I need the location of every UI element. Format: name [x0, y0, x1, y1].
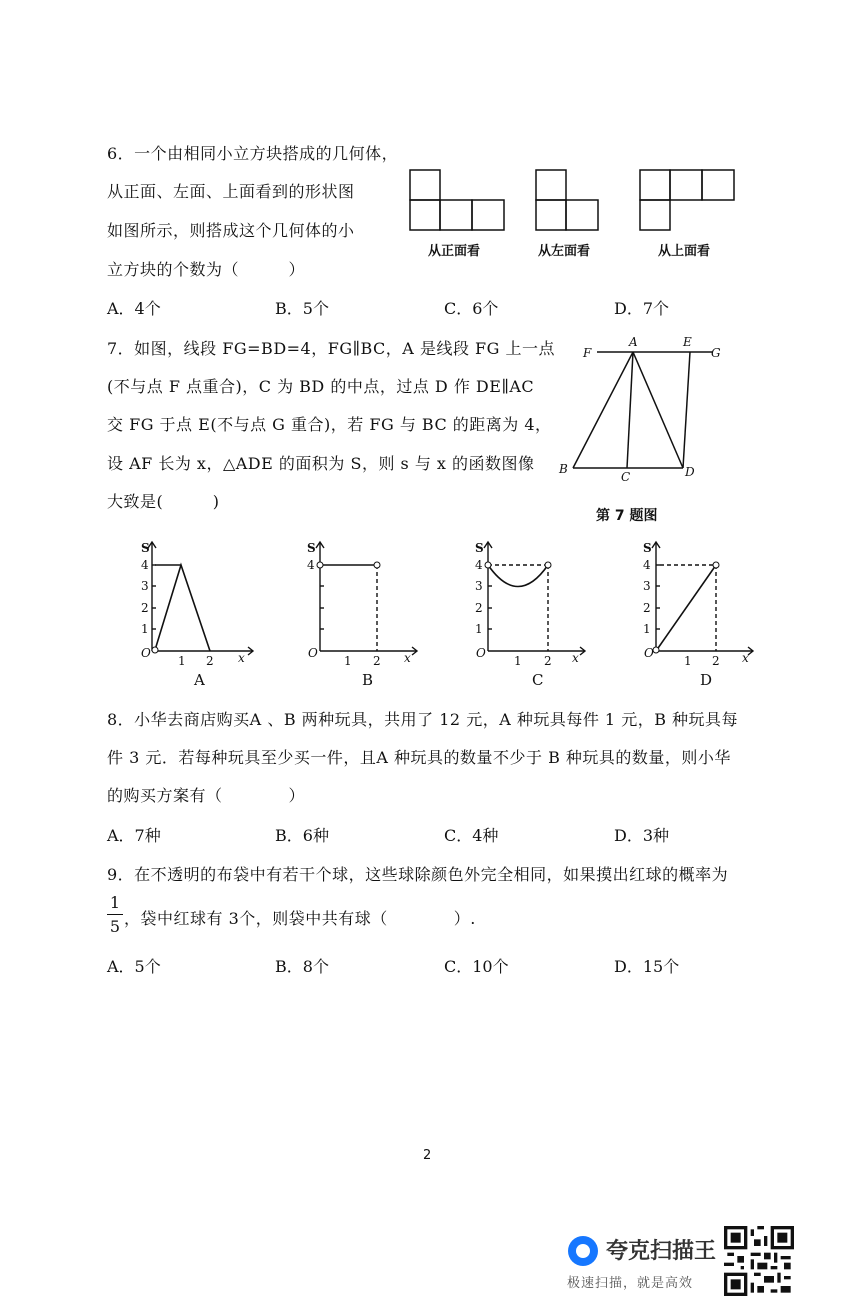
q6-option-b: B．5个: [275, 299, 329, 318]
q7-geometry-figure: [555, 330, 735, 490]
scanner-app-name: 夸克扫描王: [606, 1239, 717, 1264]
q8-option-b: B．6种: [275, 826, 329, 845]
q9-line-1: 9．在不透明的布袋中有若干个球，这些球除颜色外完全相同，如果摸出红球的概率为: [107, 865, 729, 884]
svg-text:2: 2: [206, 654, 214, 668]
svg-text:1: 1: [514, 654, 522, 668]
svg-text:4: 4: [141, 558, 149, 572]
graph-a-letter: A: [194, 671, 205, 689]
q8-option-a: A．7种: [107, 826, 161, 845]
graph-d: [640, 538, 760, 688]
label-b: B: [559, 462, 568, 476]
svg-text:O: O: [644, 646, 654, 660]
graph-d-letter: D: [700, 671, 713, 689]
svg-text:3: 3: [475, 579, 483, 593]
label-e: E: [683, 335, 692, 349]
svg-text:S: S: [475, 541, 484, 555]
q6-line-4: 立方块的个数为（ ）: [107, 260, 306, 279]
label-d: D: [685, 465, 695, 479]
q6-option-d: D．7个: [614, 299, 670, 318]
front-view-caption: 从正面看: [428, 244, 481, 259]
svg-text:4: 4: [475, 558, 483, 572]
q8-line-2: 件 3 元．若每种玩具至少买一件，且A 种玩具的数量不少于 B 种玩具的数量，则小华: [107, 748, 731, 767]
q9-option-d: D．15个: [614, 957, 680, 976]
q7-line-4: 设 AF 长为 x，△ADE 的面积为 S，则 s 与 x 的函数图像: [107, 454, 535, 473]
fraction-denominator: 5: [109, 917, 121, 936]
svg-text:2: 2: [712, 654, 720, 668]
q9-option-b: B．8个: [275, 957, 329, 976]
q6-line-2: 从正面、左面、上面看到的形状图: [107, 182, 355, 201]
top-view-caption: 从上面看: [658, 244, 711, 259]
q9-option-a: A．5个: [107, 957, 161, 976]
label-c: C: [621, 470, 631, 484]
svg-text:1: 1: [475, 622, 483, 636]
svg-text:3: 3: [141, 579, 149, 593]
q7-figure-caption: 第 7 题图: [596, 508, 658, 524]
svg-text:O: O: [141, 646, 151, 660]
svg-text:2: 2: [475, 601, 483, 615]
q6-line-1: 6．一个由相同小立方块搭成的几何体，: [107, 144, 399, 163]
scanner-slogan: 极速扫描，就是高效: [567, 1276, 694, 1291]
label-f: F: [583, 346, 592, 360]
graph-b: [304, 538, 424, 688]
scanner-logo-icon: [568, 1236, 598, 1266]
svg-text:x: x: [742, 651, 749, 665]
qr-code-icon: [724, 1226, 794, 1296]
q9-line-2: ，袋中红球有 3个，则袋中共有球（ ）.: [124, 909, 476, 928]
svg-text:1: 1: [643, 622, 651, 636]
svg-text:2: 2: [141, 601, 149, 615]
svg-text:x: x: [238, 651, 245, 665]
q7-line-2: (不与点 F 点重合)，C 为 BD 的中点，过点 D 作 DE∥AC: [107, 377, 535, 396]
label-g: G: [711, 346, 721, 360]
svg-text:1: 1: [178, 654, 186, 668]
svg-text:S: S: [141, 541, 150, 555]
q7-line-3: 交 FG 于点 E(不与点 G 重合)，若 FG 与 BC 的距离为 4，: [107, 415, 552, 434]
svg-text:S: S: [307, 541, 316, 555]
q8-line-1: 8．小华去商店购买A 、B 两种玩具，共用了 12 元，A 种玩具每件 1 元，B 种玩具每: [107, 710, 739, 729]
svg-text:1: 1: [344, 654, 352, 668]
svg-text:2: 2: [373, 654, 381, 668]
svg-text:x: x: [572, 651, 579, 665]
svg-text:O: O: [476, 646, 486, 660]
graph-a: [140, 538, 260, 688]
q8-option-d: D．3种: [614, 826, 670, 845]
label-a: A: [629, 335, 638, 349]
q6-line-3: 如图所示，则搭成这个几何体的小: [107, 221, 355, 240]
svg-text:x: x: [404, 651, 411, 665]
svg-text:1: 1: [141, 622, 149, 636]
q6-option-a: A．4个: [107, 299, 161, 318]
left-view-caption: 从左面看: [538, 244, 591, 259]
svg-text:1: 1: [684, 654, 692, 668]
page-number: 2: [423, 1148, 432, 1163]
q7-line-1: 7．如图，线段 FG=BD=4，FG∥BC，A 是线段 FG 上一点: [107, 339, 555, 358]
probability-fraction: [107, 893, 123, 936]
svg-text:4: 4: [307, 558, 315, 572]
graph-c-letter: C: [532, 671, 544, 689]
q9-option-c: C．10个: [444, 957, 509, 976]
svg-text:4: 4: [643, 558, 651, 572]
fraction-numerator: 1: [109, 893, 121, 912]
q6-option-c: C．6个: [444, 299, 499, 318]
svg-text:2: 2: [643, 601, 651, 615]
svg-text:O: O: [308, 646, 318, 660]
svg-text:2: 2: [544, 654, 552, 668]
q8-option-c: C．4种: [444, 826, 499, 845]
graph-b-letter: B: [362, 671, 374, 689]
q8-line-3: 的购买方案有（ ）: [107, 786, 306, 805]
q7-line-5: 大致是( ): [107, 492, 220, 511]
graph-c: [472, 538, 592, 688]
svg-text:3: 3: [643, 579, 651, 593]
svg-text:S: S: [643, 541, 652, 555]
